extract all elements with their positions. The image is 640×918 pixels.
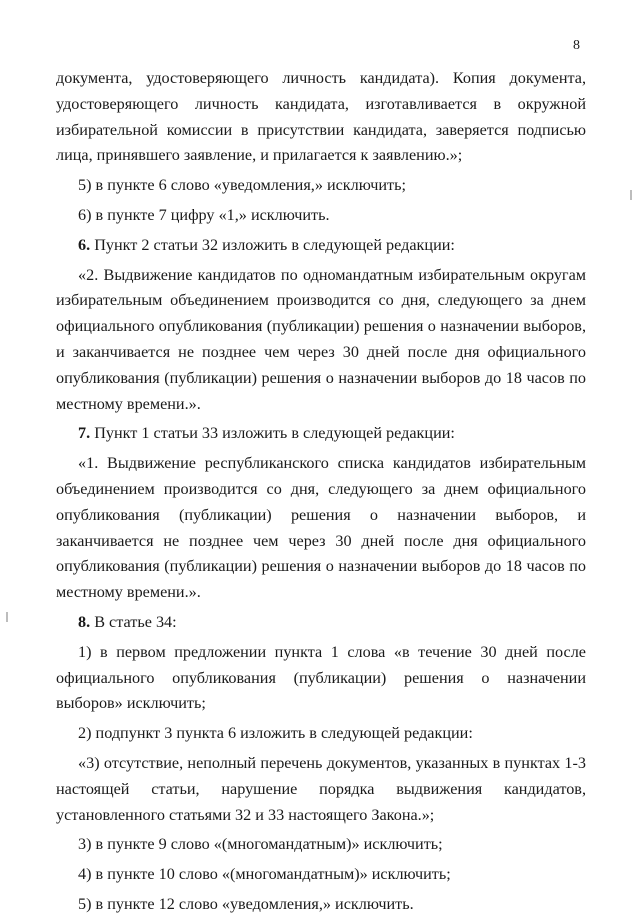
paragraph-article-33-point-1: «1. Выдвижение республиканского списка кандидатов избирательным объединением производится со дня, следующего за днем официального опубликования (публикации) решения о назначении выборов, и заканчивается не позднее чем через 30 дней после дня официального опубликования (публикации) решения о назначении выборов до 18 часов по местному времени.». (56, 454, 586, 602)
scan-artifact (6, 612, 8, 622)
section-text: Пункт 1 статьи 33 изложить в следующей редакции: (90, 424, 455, 443)
paragraph-continuation: документа, удостоверяющего личность кандидата). Копия документа, удостоверяющего личность кандидата, изготавливается в окружной избирательной комиссии в присутствии кандидата, заверяется подписью лица, принявшего заявление, и прилагается к заявлению.»; (56, 69, 586, 165)
document-body (56, 66, 586, 918)
page-number: 8 (573, 38, 580, 53)
paragraph-subitem-3: «3) отсутствие, неполный перечень документов, указанных в пунктах 1-3 настоящей статьи, нарушение порядка выдвижения кандидатов, установленного статьями 32 и 33 настоящего Закона.»; (56, 753, 586, 824)
section-number: 8. (78, 612, 91, 631)
section-6-heading (56, 233, 586, 259)
paragraph-article-34-item-1: 1) в первом предложении пункта 1 слова «в течение 30 дней после официального опубликования (публикации) решения о назначении выборов» исключить; (56, 642, 586, 713)
section-text: В статье 34: (90, 612, 177, 631)
paragraph-article-34-item-2: 2) подпункт 3 пункта 6 изложить в следующей редакции: (78, 724, 473, 743)
section-number: 7. (78, 424, 91, 443)
paragraph-item-5-point-6: 5) в пункте 6 слово «уведомления,» исключить; (78, 176, 406, 195)
paragraph-article-34-item-4: 4) в пункте 10 слово «(многомандатным)» исключить; (78, 865, 451, 884)
paragraph-article-32-point-2: «2. Выдвижение кандидатов по одномандатным избирательным округам избирательным объединением производится со дня, следующего за днем официального опубликования (публикации) решения о назначении выборов, и заканчивается не позднее чем через 30 дней после дня официального опубликования (публикации) решения о назначении выборов до 18 часов по местному времени.». (56, 265, 586, 413)
paragraph-article-34-item-5: 5) в пункте 12 слово «уведомления,» исключить. (78, 894, 414, 913)
paragraph-item-6-point-7: 6) в пункте 7 цифру «1,» исключить. (78, 205, 330, 224)
scan-artifact (630, 190, 632, 200)
paragraph-article-34-item-3: 3) в пункте 9 слово «(многомандатным)» исключить; (78, 835, 443, 854)
section-7-heading (56, 421, 586, 447)
section-8-heading (56, 610, 586, 636)
section-number: 6. (78, 235, 91, 254)
section-text: Пункт 2 статьи 32 изложить в следующей редакции: (90, 235, 455, 254)
